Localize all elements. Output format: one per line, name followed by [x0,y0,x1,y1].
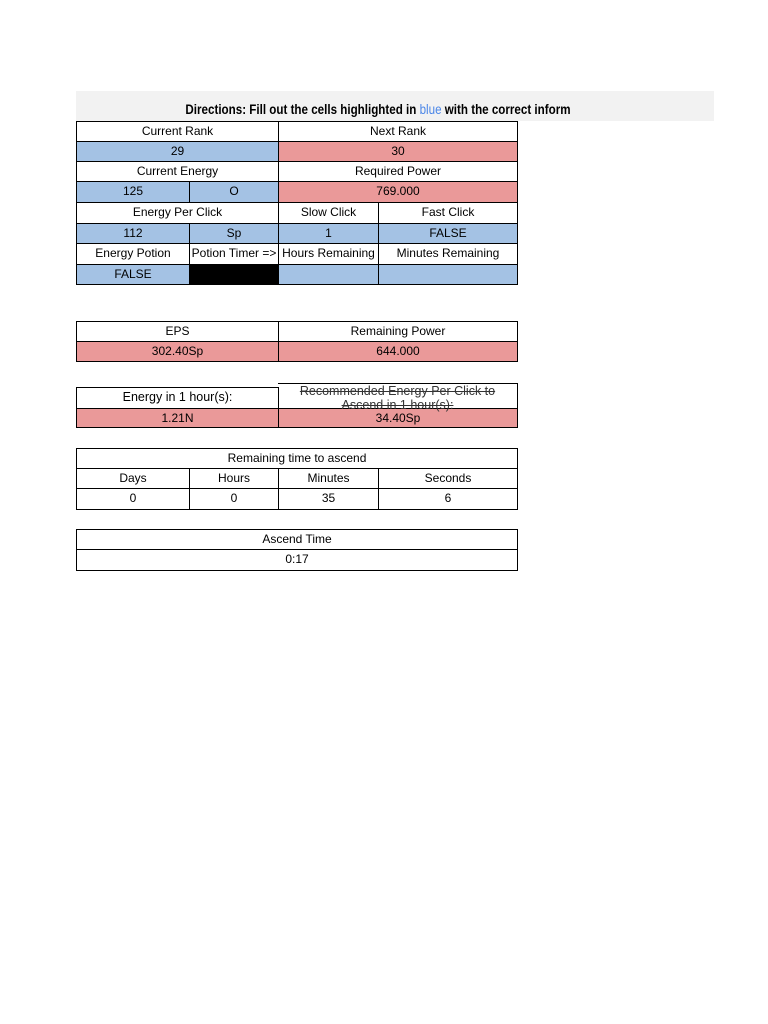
next-rank-value: 30 [278,141,518,162]
current-rank-input[interactable]: 29 [76,141,279,162]
ascend-time-value: 0:17 [76,549,518,571]
remaining-power-label: Remaining Power [278,321,518,342]
next-rank-label: Next Rank [278,121,518,142]
energy-potion-input[interactable]: FALSE [76,264,190,285]
fast-click-label: Fast Click [378,202,518,224]
energy-per-click-unit-input[interactable]: Sp [189,223,279,244]
energy-in-hours-value: 1.21N [76,408,279,428]
slow-click-label: Slow Click [278,202,379,224]
hours-remaining-label: Hours Remaining [278,243,379,265]
required-power-label: Required Power [278,161,518,182]
hours-label: Hours [189,468,279,489]
required-power-value: 769.000 [278,181,518,203]
days-label: Days [76,468,190,489]
eps-label: EPS [76,321,279,342]
energy-potion-label: Energy Potion [76,243,190,265]
hours-remaining-input[interactable] [278,264,379,285]
minutes-label: Minutes [278,468,379,489]
seconds-label: Seconds [378,468,518,489]
potion-timer-blank [189,264,279,285]
remaining-power-value: 644.000 [278,341,518,362]
minutes-remaining-label: Minutes Remaining [378,243,518,265]
fast-click-input[interactable]: FALSE [378,223,518,244]
remaining-time-title: Remaining time to ascend [76,448,518,469]
directions-highlight: blue [419,102,442,117]
energy-per-click-label: Energy Per Click [76,202,279,224]
directions-text: Directions: Fill out the cells highlighted in blue with the correct inform [185,102,571,117]
current-energy-input[interactable]: 125 [76,181,190,203]
minutes-remaining-input[interactable] [378,264,518,285]
recommended-epc-label: Recommended Energy Per Click to Ascend in 1 hour(s): [278,383,518,409]
ascend-time-label: Ascend Time [76,529,518,550]
potion-timer-label: Potion Timer => [189,243,279,265]
minutes-value: 35 [278,488,379,510]
days-value: 0 [76,488,190,510]
current-energy-unit-input[interactable]: O [189,181,279,203]
current-energy-label: Current Energy [76,161,279,182]
eps-value: 302.40Sp [76,341,279,362]
energy-per-click-input[interactable]: 112 [76,223,190,244]
slow-click-input[interactable]: 1 [278,223,379,244]
recommended-epc-value: 34.40Sp [278,408,518,428]
hours-value: 0 [189,488,279,510]
energy-in-hours-label: Energy in 1 hour(s): [76,387,279,409]
seconds-value: 6 [378,488,518,510]
current-rank-label: Current Rank [76,121,279,142]
